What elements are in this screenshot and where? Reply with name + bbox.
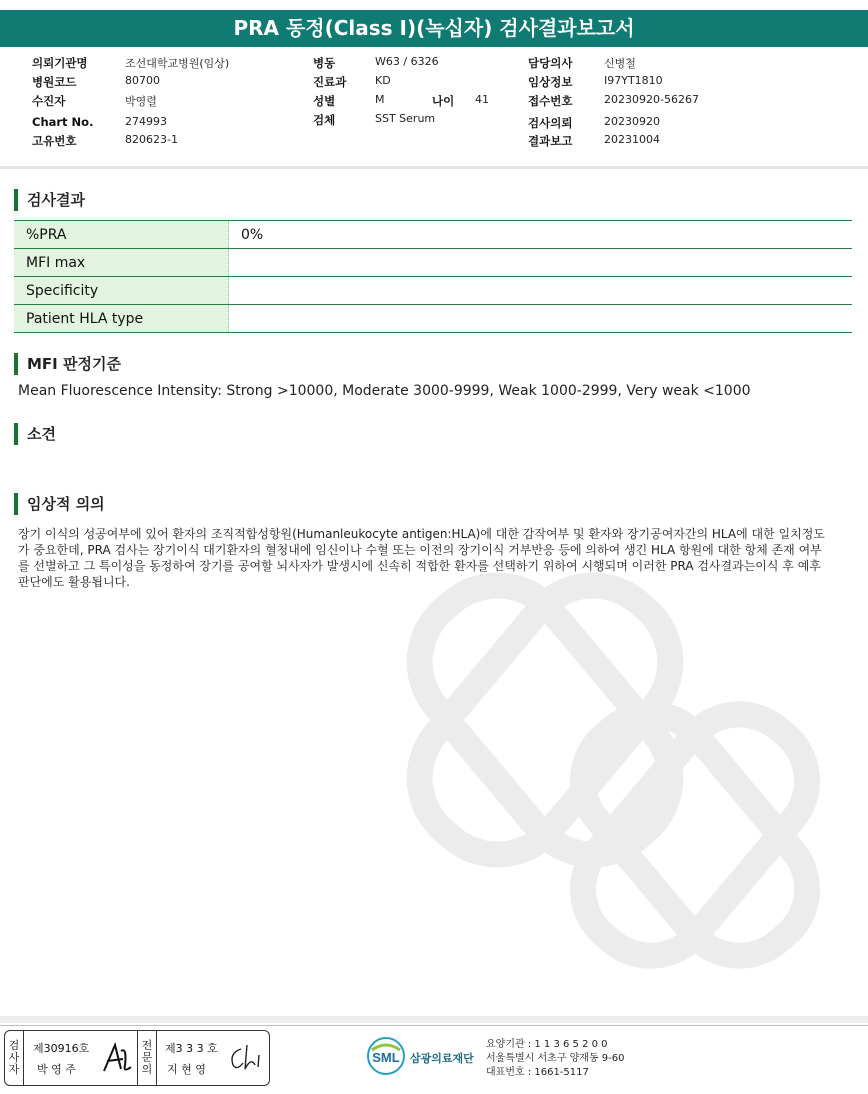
inspector-column: 검 사 자 xyxy=(5,1031,24,1085)
specimen-label: 검체 xyxy=(313,113,336,127)
org-phone: 대표번호 : 1661-5117 xyxy=(486,1067,589,1078)
request-date-value: 20230920 xyxy=(604,115,660,128)
unique-no-value: 820623-1 xyxy=(125,133,178,146)
result-value xyxy=(229,305,853,333)
report-date-value: 20231004 xyxy=(604,133,660,146)
opinion-section-title: 소견 xyxy=(14,423,56,445)
clinical-value: I97YT1810 xyxy=(604,74,663,87)
results-table xyxy=(14,220,852,333)
receipt-label: 접수번호 xyxy=(528,94,573,108)
specialist-column: 전 문 의 xyxy=(137,1031,157,1085)
org-info xyxy=(486,1038,625,1080)
result-key: Patient HLA type xyxy=(14,305,229,333)
recipient-value: 박영렬 xyxy=(125,95,157,108)
hospital-code-label: 병원코드 xyxy=(32,75,77,89)
ward-label: 병동 xyxy=(313,56,336,70)
result-value: 0% xyxy=(229,221,853,249)
inspector-name: 박 영 주 xyxy=(37,1063,76,1076)
table-row xyxy=(14,305,852,333)
report-label: 결과보고 xyxy=(528,134,573,148)
result-key: %PRA xyxy=(14,221,229,249)
mfi-section-title: MFI 판정기준 xyxy=(14,353,121,375)
clinical-label: 임상정보 xyxy=(528,75,573,89)
chart-no-label: Chart No. xyxy=(32,115,94,129)
org-name: 삼광의료재단 xyxy=(410,1052,474,1065)
result-value xyxy=(229,249,853,277)
result-value xyxy=(229,277,853,305)
unique-no-label: 고유번호 xyxy=(32,134,77,148)
chart-no-value: 274993 xyxy=(125,115,167,128)
receipt-value: 20230920-56267 xyxy=(604,93,699,106)
result-key: Specificity xyxy=(14,277,229,305)
institution-value: 조선대학교병원(임상) xyxy=(125,57,230,70)
table-row xyxy=(14,249,852,277)
header-divider xyxy=(0,166,868,169)
specimen-value: SST Serum xyxy=(375,112,436,125)
sex-label: 성별 xyxy=(313,94,336,108)
report-title: PRA 동정(Class I)(녹십자) 검사결과보고서 xyxy=(0,10,868,47)
request-label: 검사의뢰 xyxy=(528,116,573,130)
institution-label: 의뢰기관명 xyxy=(32,56,88,70)
signature-box xyxy=(4,1030,270,1086)
inspector-signature xyxy=(101,1041,133,1075)
org-address: 서울특별시 서초구 양재동 9-60 xyxy=(486,1053,625,1064)
specialist-license: 제3 3 3 호 xyxy=(165,1042,218,1055)
table-row xyxy=(14,277,852,305)
doctor-value: 신병철 xyxy=(604,57,636,70)
age-value: 41 xyxy=(475,93,489,106)
dept-label: 진료과 xyxy=(313,75,347,89)
specialist-signature xyxy=(227,1043,263,1073)
mfi-criteria-text: Mean Fluorescence Intensity: Strong >10000, Moderate 3000-9999, Weak 1000-2999, Very weak <1000 xyxy=(18,383,751,399)
footer-rule xyxy=(0,1025,868,1026)
svg-text:SML: SML xyxy=(372,1050,400,1065)
table-row xyxy=(14,221,852,249)
specialist-name: 지 현 영 xyxy=(167,1063,206,1076)
sml-logo-icon xyxy=(366,1036,406,1076)
doctor-label: 담당의사 xyxy=(528,56,573,70)
inspector-license: 제30916호 xyxy=(33,1042,90,1055)
results-section-title: 검사결과 xyxy=(14,189,85,211)
recipient-label: 수진자 xyxy=(32,94,66,108)
significance-section-title: 임상적 의의 xyxy=(14,493,105,515)
patient-info xyxy=(0,55,868,155)
age-label: 나이 xyxy=(432,94,455,108)
ward-value: W63 / 6326 xyxy=(375,55,439,68)
significance-text: 장기 이식의 성공여부에 있어 환자의 조직적합성항원(Humanleukocyte antigen:HLA)에 대한 감작여부 및 환자와 장기공여자간의 HLA에 대한 일치정도가 중요한데, PRA 검사는 장기이식 대기환자의 혈청내에 임신이나 수혈 또는 이전의 장기이식 거부반응 등에 의하여 생긴 HLA 항원에 대한 항체 존재 여부를 선별하고 그 특이성을 동정하여 장기를 공여할 뇌사자가 발생시에 신속히 적합한 환자를 선택하기 위하여 시행되며 이러한 PRA 검사결과는이식 후 예후 판단에도 활용됩니다. xyxy=(18,527,825,589)
sex-value: M xyxy=(375,93,385,106)
hospital-code-value: 80700 xyxy=(125,74,160,87)
care-institution-code: 요양기관 : 1 1 3 6 5 2 0 0 xyxy=(486,1039,608,1050)
result-key: MFI max xyxy=(14,249,229,277)
dept-value: KD xyxy=(375,74,391,87)
footer-divider xyxy=(0,1016,868,1023)
